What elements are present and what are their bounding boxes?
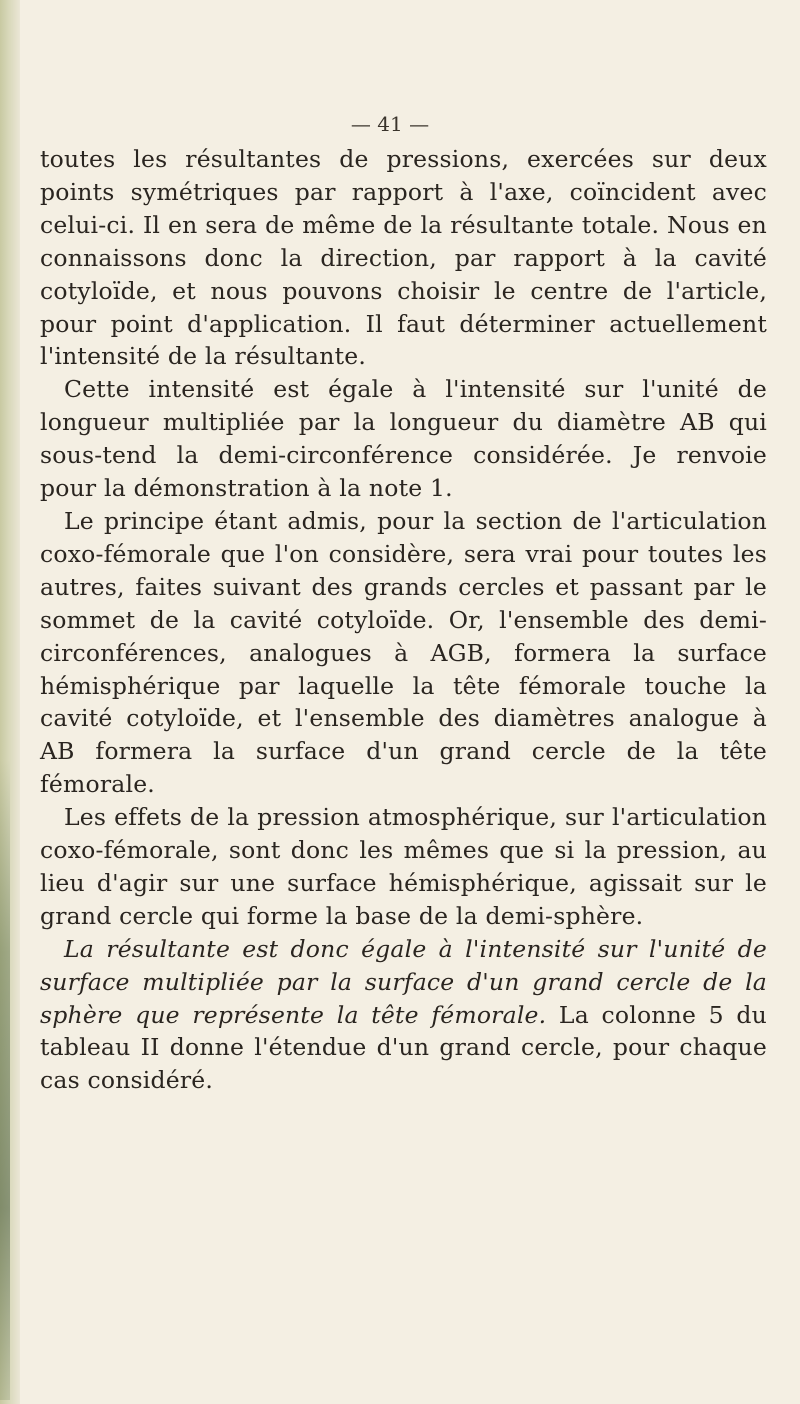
body-text: [40, 143, 767, 1097]
paragraph-5: [40, 933, 767, 1098]
page-number: — 41 —: [350, 112, 430, 136]
paragraph-5-text: La colonne 5 du tableau II donne l'étendue d'un grand cercle, pour chaque cas considéré.: [40, 1000, 767, 1095]
paragraph-3: Le principe étant admis, pour la section de l'articulation coxo-fémorale que l'on considère, sera vrai pour toutes les autres, faites suivant des grands cercles et passant par le sommet de la cavité cotyloïde. Or, l'ensemble des demi-circonférences, analogues à AGB, formera la surface hémisphérique par laquelle la tête fémorale touche la cavité cotyloïde, et l'ensemble des diamètres analogue à AB formera la surface d'un grand cercle de la tête fémorale.: [40, 506, 767, 799]
paragraph-1: toutes les résultantes de pressions, exercées sur deux points symétriques par rapport à l'axe, coïncident avec celui-ci. Il en sera de même de la résultante totale. Nous en connaissons donc la direction, par rapport à la cavité cotyloïde, et nous pouvons choisir le centre de l'article, pour point d'application. Il faut déterminer actuellement l'intensité de la résultante.: [40, 145, 767, 371]
paragraph-4: Les effets de la pression atmosphérique, sur l'articulation coxo-fémorale, sont donc les mêmes que si la pression, au lieu d'agir sur une surface hémisphérique, agissait sur le grand cercle qui forme la base de la demi-sphère.: [40, 803, 767, 930]
paragraph-2: Cette intensité est égale à l'intensité sur l'unité de longueur multipliée par la longueur du diamètre AB qui sous-tend la demi-circonférence considérée. Je renvoie pour la démonstration à la note 1.: [40, 375, 767, 503]
binding-stain: [0, 760, 10, 1400]
paragraph-5-italic: La résultante est donc égale à l'intensité sur l'unité de surface multipliée par la surface d'un grand cercle de la sphère que représente la tête fémorale.: [40, 934, 767, 1029]
